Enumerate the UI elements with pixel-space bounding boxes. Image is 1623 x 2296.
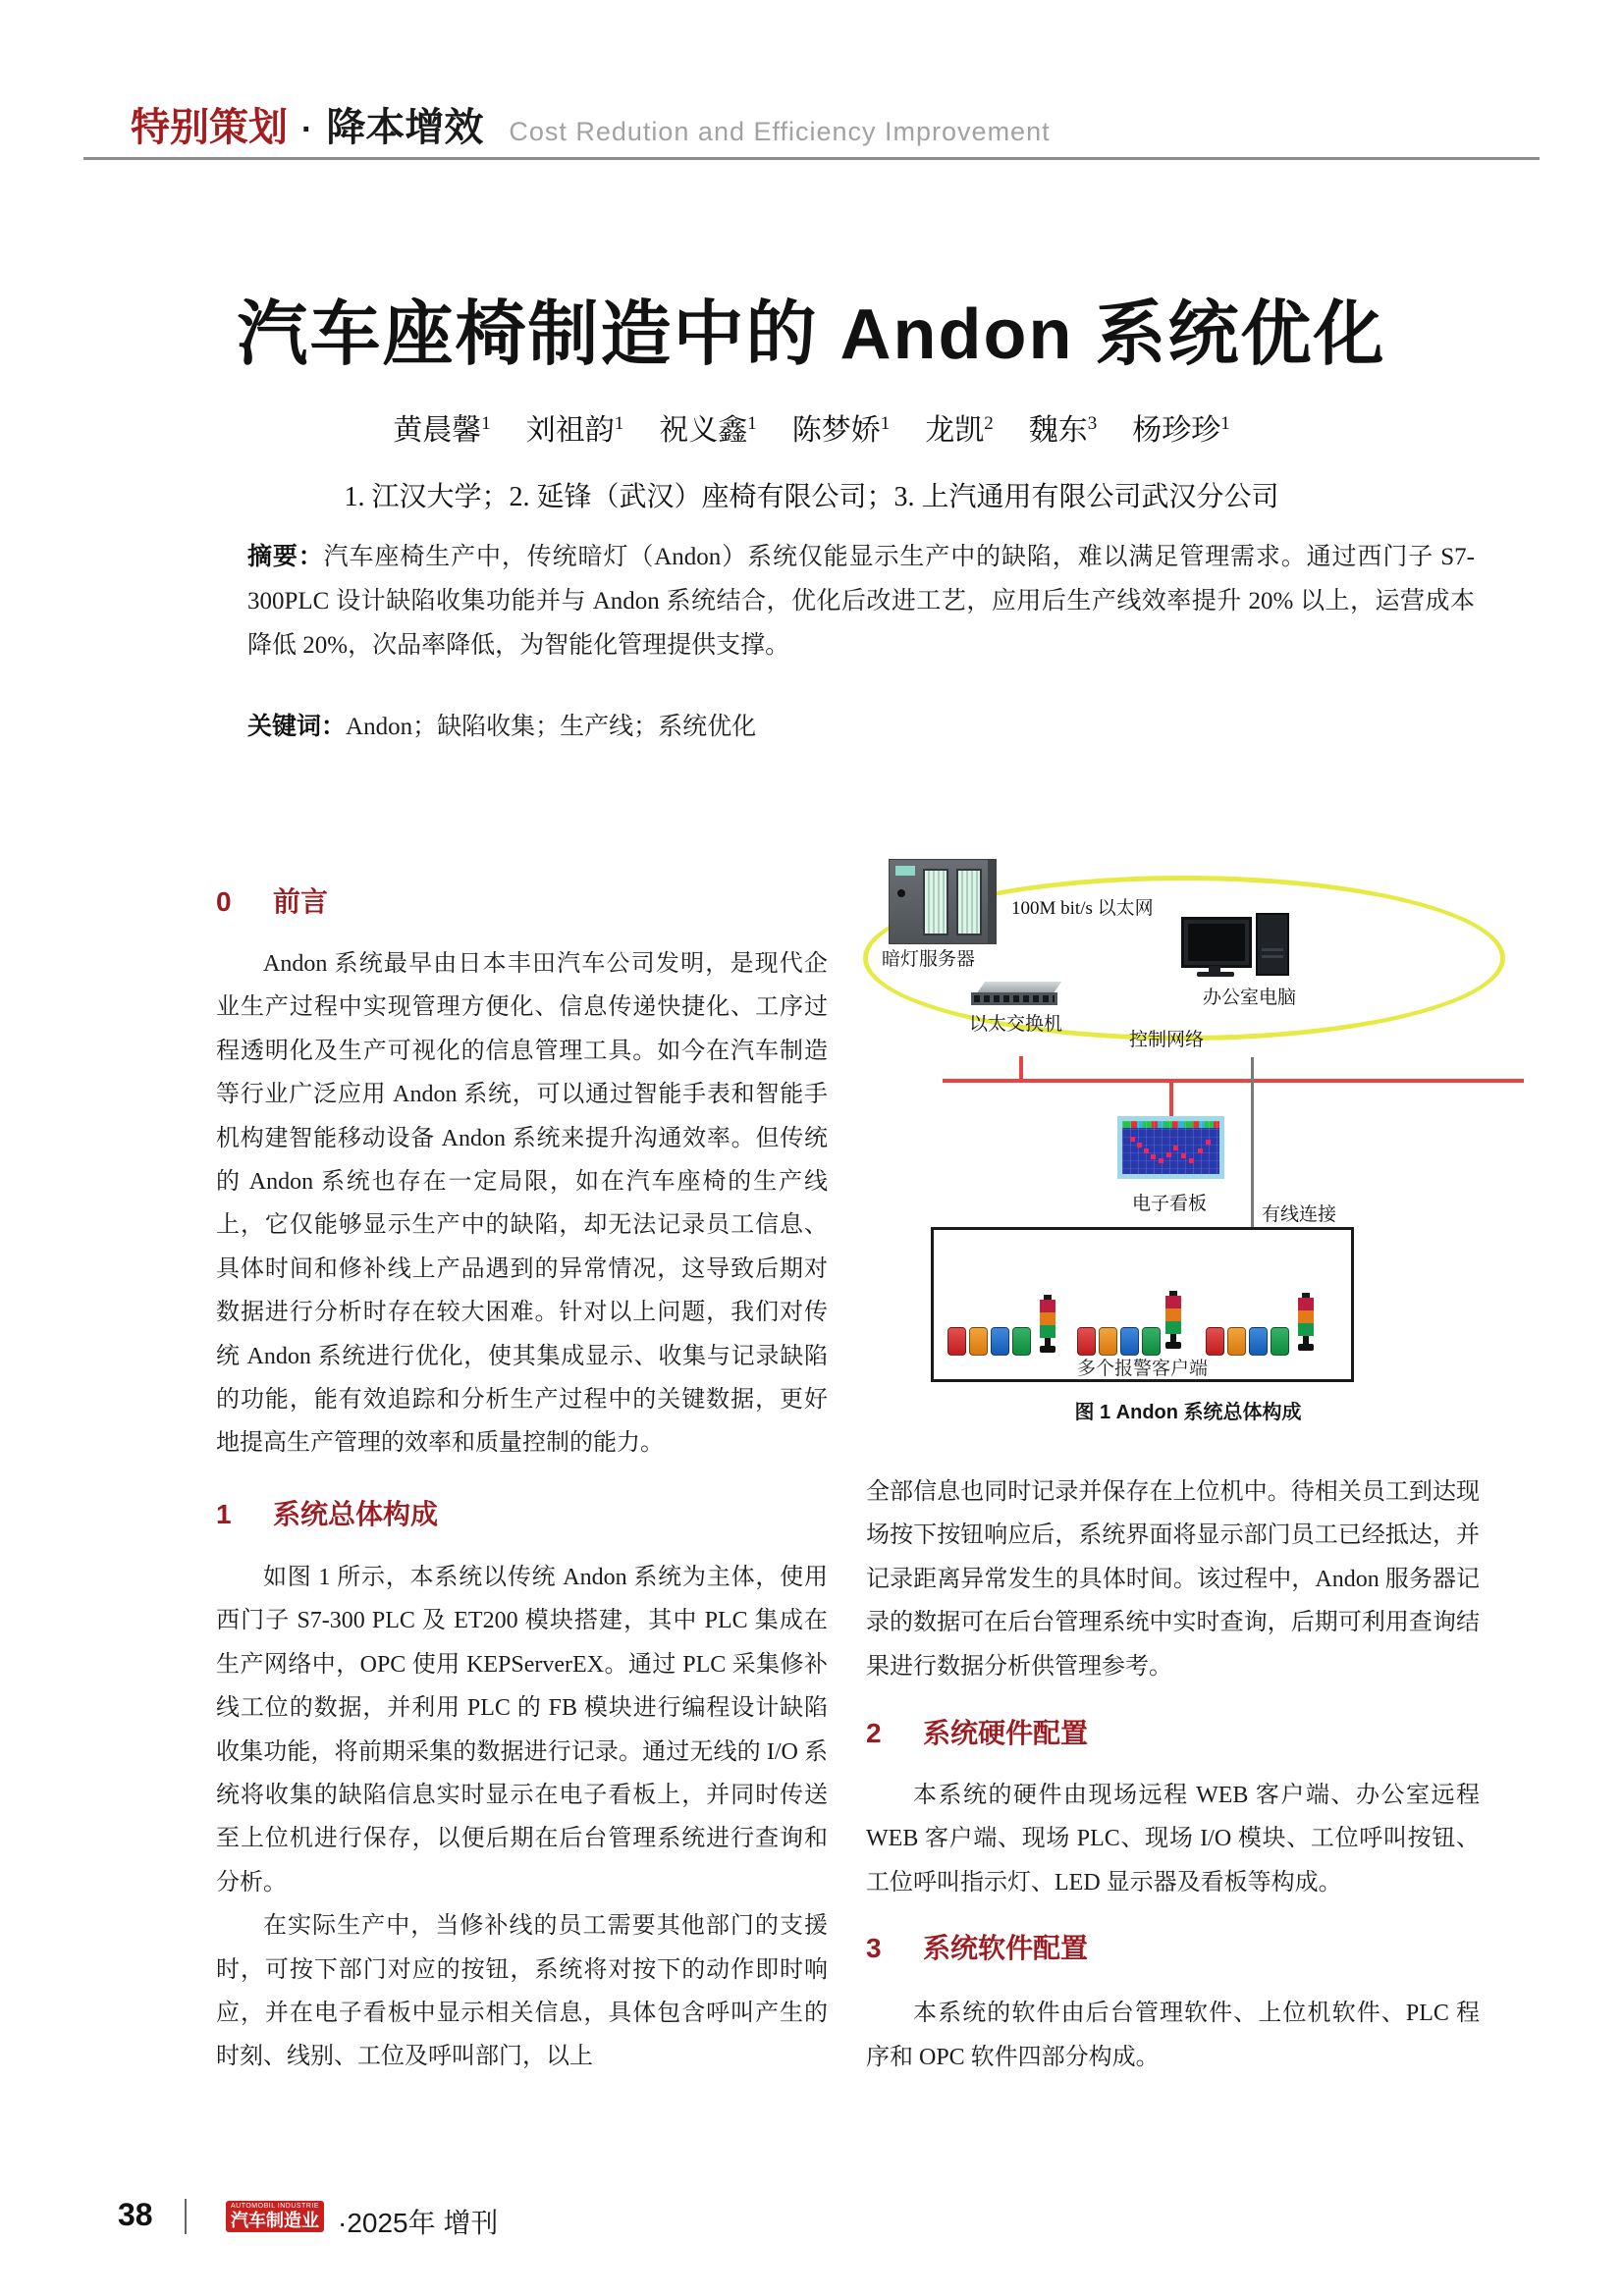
header-section-red: 特别策划 (131, 106, 288, 149)
label-andon-server: 暗灯服务器 (882, 949, 976, 970)
author: 祝义鑫$^1$ (659, 413, 757, 447)
board-led-dots (1122, 1121, 1127, 1126)
figure-1-andon-system (849, 846, 1527, 1431)
monitor-base (1197, 972, 1234, 977)
label-office-pc: 办公室电脑 (1203, 988, 1297, 1008)
signal-tower-light (1040, 1295, 1055, 1353)
section-heading-0: 0 前言 (216, 886, 329, 917)
call-button-orange (1099, 1327, 1117, 1356)
author: 黄晨馨$^1$ (393, 413, 491, 447)
header-dot: · (301, 111, 313, 148)
header-rule (83, 157, 1540, 160)
figure-caption: 图 1 Andon 系统总体构成 (1074, 1402, 1302, 1423)
page-title: 汽车座椅制造中的 Andon 系统优化 (237, 295, 1386, 374)
signal-tower-light (1298, 1293, 1314, 1351)
magazine-logo-subtext: AUTOMOBIL INDUSTRIE (230, 2203, 319, 2210)
section-1-paragraph-3: 全部信息也同时记录并保存在上位机中。待相关员工到达现场按下按钮响应后，系统界面将显示部门员工已经抵达，并记录距离异常发生的具体时间。该过程中，Andon 服务器记录的数据可在后台管理系统中实时查询，后期可利用查询结果进行数据分析供管理参考。 (866, 1479, 1480, 1680)
call-button-group (1077, 1327, 1161, 1356)
section-1-paragraph-1: 如图 1 所示，本系统以传统 Andon 系统为主体，使用西门子 S7-300 PLC 及 ET200 模块搭建，其中 PLC 集成在生产网络中，OPC 使用 KEPServerEX。通过 PLC 采集修补线工位的数据，并利用 PLC 的 FB 模块进行编程设计缺陷收集功能，将前期采集的数据进行记录。通过无线的 I/O 系统将收集的缺陷信息实时显示在电子看板上，并同时传送至上位机进行保存，以便后期在后台管理系统进行查询和分析。 (216, 1564, 828, 1896)
section-3-paragraph: 本系统的软件由后台管理软件、上位机软件、PLC 程序和 OPC 软件四部分构成。 (866, 2001, 1480, 2070)
andon-server-device (889, 859, 997, 944)
switch-ports (971, 992, 1057, 1005)
call-button-orange (969, 1327, 988, 1356)
page-number: 38 (118, 2197, 153, 2232)
wired-connection-line (1251, 1057, 1254, 1227)
author: 刘祖韵$^1$ (525, 413, 624, 447)
call-button-green (1271, 1327, 1289, 1356)
right-column (866, 1470, 1480, 2079)
magazine-logo-text: 汽车制造业 (231, 2211, 319, 2230)
label-ethernet: 100M bit/s 以太网 (1011, 898, 1154, 919)
call-button-blue (1249, 1327, 1268, 1356)
footer-issue: ·2025年 增刊 (338, 2208, 499, 2238)
author-list (0, 405, 1623, 449)
header-section-black: 降本增效 (326, 106, 484, 149)
alarm-clients-box (931, 1227, 1354, 1382)
call-button-green (1142, 1327, 1161, 1356)
call-button-green (1012, 1327, 1031, 1356)
author: 龙凯$^2$ (925, 413, 994, 447)
ethernet-switch (971, 982, 1061, 1007)
magazine-header (131, 96, 1051, 152)
call-button-red (1077, 1327, 1096, 1356)
plc-display (895, 866, 915, 876)
label-control-network: 控制网络 (1129, 1030, 1205, 1050)
board-drop-line (1169, 1083, 1173, 1118)
label-switch: 以太交换机 (969, 1014, 1063, 1035)
section-2-paragraph: 本系统的硬件由现场远程 WEB 客户端、办公室远程 WEB 客户端、现场 PLC、现场 I/O 模块、工位呼叫按钮、工位呼叫指示灯、LED 显示器及看板等构成。 (866, 1783, 1480, 1896)
affiliation-line: 1. 江汉大学；2. 延锋（武汉）座椅有限公司；3. 上汽通用有限公司武汉分公司 (344, 482, 1279, 512)
section-heading-3: 3 系统软件配置 (866, 1933, 1089, 1964)
call-button-blue (991, 1327, 1009, 1356)
section-1-paragraph-2: 在实际生产中，当修补线的员工需要其他部门的支援时，可按下部门对应的按钮，系统将对按下的动作即时响应，并在电子看板中显示相关信息，具体包含呼叫产生的时刻、线别、工位及呼叫部门，以上 (216, 1913, 828, 2070)
control-network-line (943, 1079, 1524, 1083)
switch-drop-line (1019, 1056, 1023, 1079)
plc-knob (897, 889, 905, 897)
magazine-logo (226, 2201, 324, 2232)
call-button-group (1206, 1327, 1289, 1356)
header-section-english: Cost Redution and Efficiency Improvement (509, 117, 1051, 146)
signal-tower-light (1165, 1291, 1181, 1349)
call-button-red (1206, 1327, 1224, 1356)
call-button-orange (1227, 1327, 1246, 1356)
abstract-text: 汽车座椅生产中，传统暗灯（Andon）系统仅能显示生产中的缺陷，难以满足管理需求。通过西门子 S7-300PLC 设计缺陷收集功能并与 Andon 系统结合，优化后改进工艺，应用后生产线效率提升 20% 以上，运营成本降低 20%，次品率降低，为智能化管理提供支撑。 (247, 544, 1475, 659)
plc-module-panel (956, 869, 982, 935)
section-heading-2: 2 系统硬件配置 (866, 1718, 1089, 1749)
author: 杨珍珍$^1$ (1132, 413, 1230, 447)
keywords-text: Andon；缺陷收集；生产线；系统优化 (346, 714, 757, 740)
board-grid (1122, 1121, 1219, 1174)
left-column (216, 886, 828, 2079)
abstract-label: 摘要： (247, 543, 324, 570)
call-button-blue (1120, 1327, 1139, 1356)
computer-tower (1256, 913, 1289, 976)
section-0-paragraph: Andon 系统最早由日本丰田汽车公司发明，是现代企业生产过程中实现管理方便化、信息传递快捷化、工序过程透明化及生产可视化的信息管理工具。如今在汽车制造等行业广泛应用 Andon 系统，可以通过智能手表和智能手机构建智能移动设备 Andon 系统来提升沟通效率。但传统的 Andon 系统也存在一定局限，如在汽车座椅的生产线上，它仅能够显示生产中的缺陷，却无法记录员工信息、具体时间和修补线上产品遇到的异常情况，这导致后期对数据进行分析时存在较大困难。针对以上问题，我们对传统 Andon 系统进行优化，使其集成显示、收集与记录缺陷的功能，能有效追踪和分析生产过程中的关键数据，更好地提高生产管理的效率和质量控制的能力。 (216, 951, 828, 1457)
label-board: 电子看板 (1132, 1194, 1208, 1214)
office-computer (1181, 913, 1289, 978)
author: 陈梦娇$^1$ (791, 413, 891, 447)
section-heading-1: 1 系统总体构成 (216, 1498, 439, 1529)
call-button-red (947, 1327, 966, 1356)
footer-divider (185, 2199, 187, 2234)
electronic-board (1117, 1116, 1224, 1179)
computer-monitor (1181, 917, 1252, 968)
board-screen (1122, 1121, 1219, 1174)
author: 魏东$^3$ (1028, 413, 1098, 447)
plc-side-cap (988, 860, 996, 943)
keywords-label: 关键词： (247, 713, 347, 740)
keywords-block (247, 707, 1475, 742)
plc-module-panel (923, 869, 948, 935)
label-wired: 有线连接 (1262, 1204, 1337, 1225)
call-button-group (947, 1327, 1031, 1356)
abstract-block (247, 535, 1475, 667)
label-alarm-clients: 多个报警客户端 (1076, 1359, 1209, 1379)
